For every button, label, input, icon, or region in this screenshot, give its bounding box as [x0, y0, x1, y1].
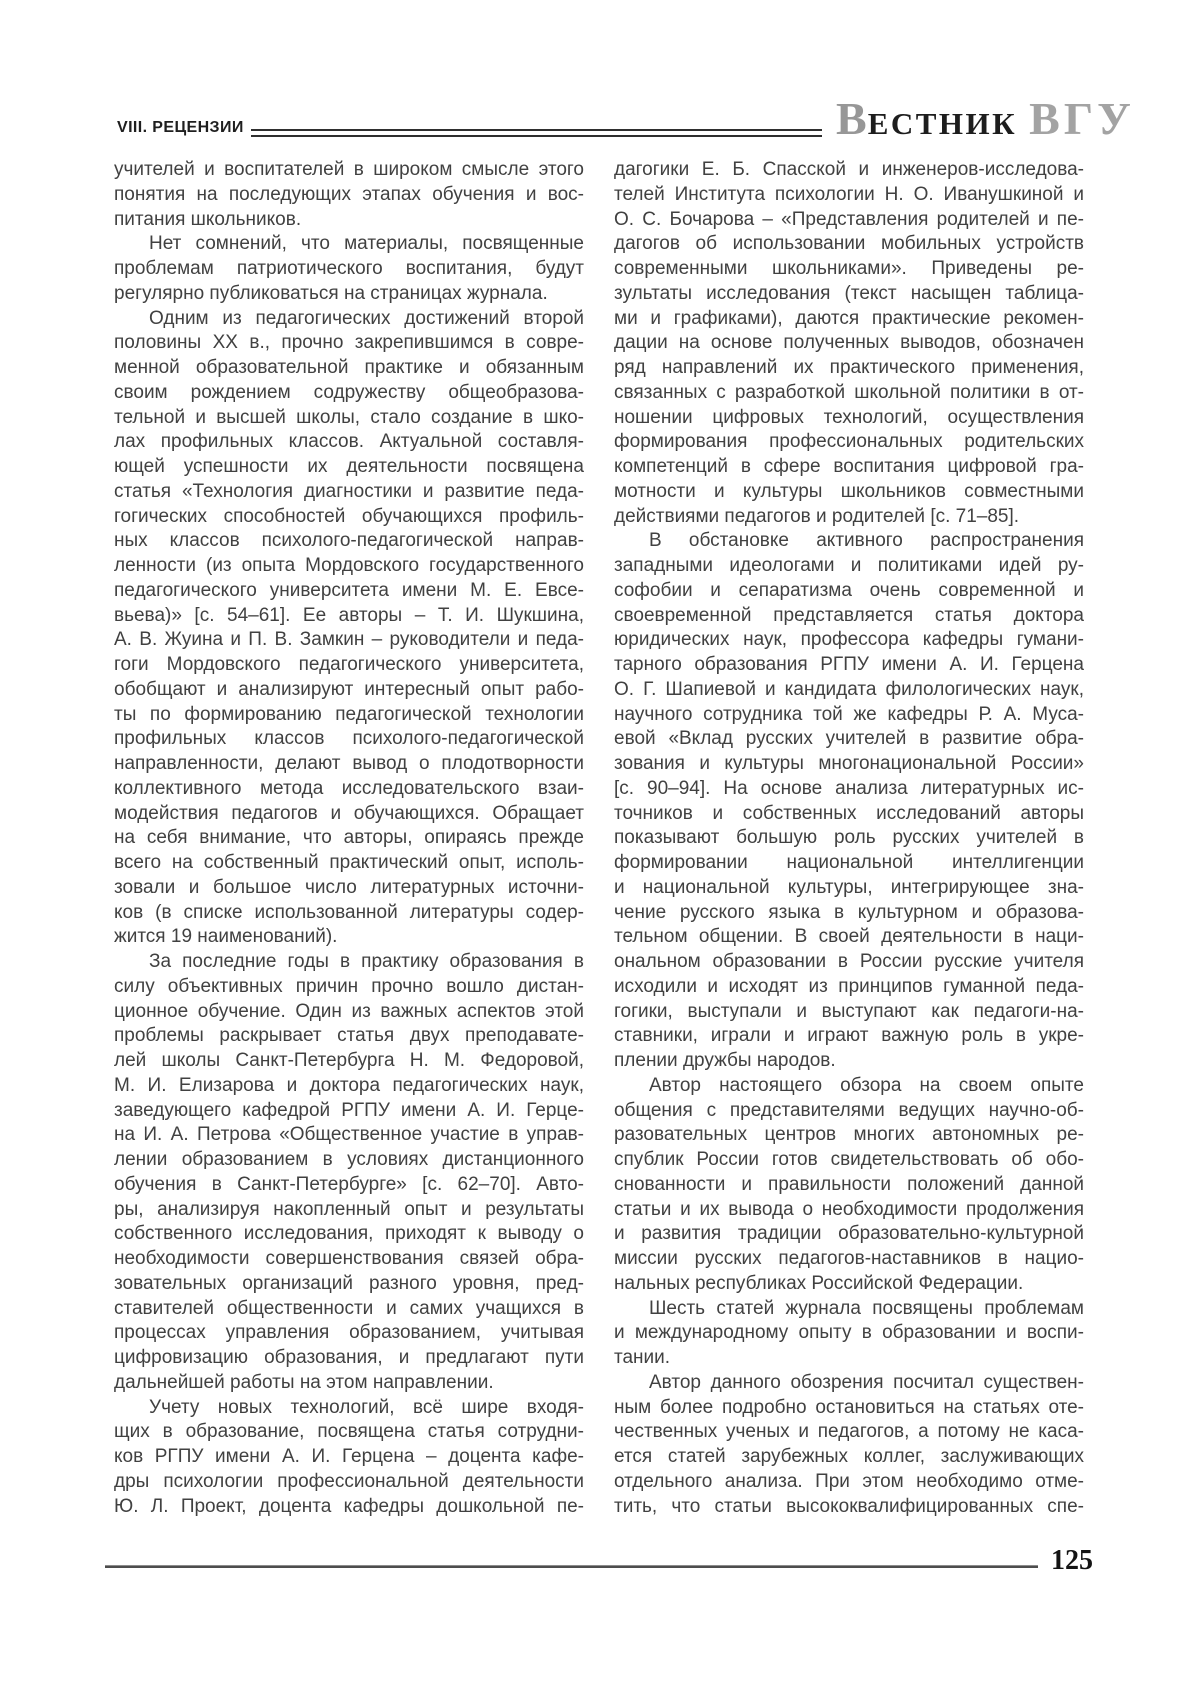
text-line: и национальной культуры, интегрирующее зна- [614, 876, 1084, 898]
text-line: телей Института психологии Н. О. Иванушкиной и [614, 183, 1084, 205]
text-line: процессах управления образованием, учитывая [114, 1322, 584, 1344]
text-line: миссии русских педагогов-наставников в нацио- [614, 1248, 1084, 1269]
text-line: связанных с разработкой школьной политики в от- [614, 381, 1084, 403]
text-line: М. И. Елизарова и доктора педагогических наук, [114, 1074, 584, 1096]
text-line: зовали и большое число литературных источни- [114, 876, 584, 898]
text-line: педагогического университета имени М. Е. Евсе- [114, 579, 584, 601]
text-line: ряд направлений их практического применения, [614, 357, 1084, 378]
text-line: щих в образование, посвящена статья сотрудни- [114, 1421, 584, 1443]
text-line: ми и графиками), даются практические рекомен- [614, 307, 1084, 329]
text-line: лей школы Санкт-Петербурга Н. М. Федоровой, [114, 1050, 584, 1071]
text-line: дагогов об использовании мобильных устройств [614, 233, 1084, 255]
text-line: понятия на последующих этапах обучения и вос- [114, 183, 584, 205]
text-line: регулярно публиковаться на страницах журнала. [114, 282, 548, 304]
text-line: ных классов психолого-педагогической направ- [114, 530, 584, 552]
text-line: ональном образовании в России русские учителя [614, 951, 1084, 972]
text-line: ющей успешности их деятельности посвящена [114, 456, 584, 477]
text-line: лении образованием в условиях дистанционного [114, 1149, 584, 1170]
text-line: общения с представителями ведущих научно-об- [614, 1099, 1084, 1121]
text-line: менной образовательной практике и обязанным [114, 357, 584, 378]
text-line: обобщают и анализируют интересный опыт рабо- [114, 678, 584, 700]
text-line: заведующего кафедрой РГПУ имени А. И. Герце- [114, 1099, 584, 1121]
text-line: Нет сомнений, что материалы, посвященные [149, 233, 584, 255]
text-line: всего на собственный практический опыт, исполь- [114, 852, 584, 873]
text-line: собственного исследования, приходят к выводу о [114, 1223, 584, 1245]
text-line: формировании национальной интеллигенции [614, 852, 1084, 873]
text-line: гоги Мордовского педагогического университета, [114, 654, 584, 675]
text-line: Шесть статей журнала посвящены проблемам [649, 1297, 1084, 1319]
text-line: показывают большую роль русских учителей в [614, 827, 1084, 849]
text-line: зультаты исследования (текст насыщен таблица- [614, 282, 1084, 304]
text-line: Учету новых технологий, всё шире входя- [149, 1396, 584, 1418]
logo-university-abbr: ВГУ [1029, 93, 1135, 144]
text-line: модействия педагогов и обучающихся. Обращает [114, 802, 584, 824]
text-line: своим рождением содружеству общеобразова- [114, 381, 584, 403]
text-line: нальных республиках Российской Федерации. [614, 1272, 1024, 1294]
text-line: и международному опыту в образовании и воспи- [614, 1322, 1084, 1344]
text-line: ным более подробно остановиться на статьях оте- [614, 1396, 1084, 1418]
text-line: ты по формированию педагогической технологии [114, 703, 584, 725]
text-line: тельной и высшей школы, стало создание в шко- [114, 406, 584, 428]
text-line: зования и культуры многонациональной России» [614, 753, 1084, 774]
paragraph [114, 1396, 584, 1520]
text-line: гогических способностей обучающихся профиль- [114, 505, 584, 527]
text-line: на себя внимание, что авторы, опираясь прежде [114, 827, 584, 849]
text-line: компетенций в сфере воспитания цифровой гра- [614, 456, 1084, 477]
text-line: действиями педагогов и родителей [с. 71–85]. [614, 505, 1020, 527]
text-line: ры, анализируя накопленный опыт и результаты [114, 1198, 584, 1220]
text-line: О. С. Бочарова – «Представления родителей и пе- [614, 208, 1084, 230]
header-double-rule [251, 129, 822, 137]
text-line: зовательных организаций разного уровня, пред- [114, 1272, 584, 1294]
logo-name-smallcaps: ЕСТНИК [867, 106, 1018, 141]
text-line: исходили и исходят из принципов гуманной педа- [614, 975, 1084, 997]
text-line: формирования профессиональных родительских [614, 431, 1084, 453]
text-line: А. В. Жуина и П. В. Замкин – руководители и педа- [114, 629, 584, 651]
text-line: тарного образования РГПУ имени А. И. Герцена [614, 654, 1084, 675]
text-line: Одним из педагогических достижений второй [149, 307, 584, 329]
paragraph [614, 1074, 1084, 1297]
text-line: ставники, играли и играют важную роль в укре- [614, 1025, 1084, 1047]
text-line: необходимости совершенствования связей обра- [114, 1248, 584, 1269]
text-line: на И. А. Петрова «Общественное участие в управ- [114, 1124, 584, 1146]
paragraph [114, 307, 584, 951]
text-line: лах профильных классов. Актуальной составля- [114, 431, 584, 453]
text-line: обучения в Санкт-Петербурге» [с. 62–70]. Авто- [114, 1173, 584, 1195]
page-number: 125 [1051, 1545, 1093, 1576]
text-line: отдельного анализа. При этом необходимо отме- [614, 1470, 1084, 1492]
text-line: тании. [614, 1347, 671, 1368]
text-line: софобии и сепаратизма очень современной и [614, 579, 1084, 601]
text-line: дальнейшей работы на этом направлении. [114, 1371, 494, 1393]
text-line: современными школьниками». Приведены ре- [614, 258, 1084, 279]
text-line: дагогики Е. Б. Спасской и инженеров-исследова- [614, 159, 1084, 180]
text-line: Автор настоящего обзора на своем опыте [649, 1074, 1084, 1096]
text-line: питания школьников. [114, 208, 302, 230]
paragraph [114, 950, 584, 1396]
text-line: [с. 90–94]. На основе анализа литературных ис- [614, 777, 1084, 799]
text-line: профильных классов психолого-педагогической [114, 728, 584, 750]
text-line: направленности, делают вывод о плодотворности [114, 753, 584, 774]
text-line: ков РГПУ имени А. И. Герцена – доцента кафе- [114, 1446, 584, 1467]
text-line: научного сотрудника той же кафедры Р. А. Муса- [614, 703, 1084, 725]
text-line: ется статей зарубежных коллег, заслуживающих [614, 1446, 1084, 1467]
text-line: коллективного метода исследовательского взаи- [114, 777, 584, 799]
text-line: и развития традиции образовательно-культурной [614, 1223, 1084, 1245]
text-line: гогики, выступали и выступают как педагоги-на- [614, 1000, 1084, 1022]
text-line: чественных ученых и педагогов, а потому не каса- [614, 1421, 1084, 1443]
paragraph [614, 158, 1084, 529]
text-line: За последние годы в практику образования в [149, 951, 584, 972]
paragraph [114, 232, 584, 306]
text-line: ционное обучение. Один из важных аспектов этой [114, 1000, 584, 1022]
text-line: О. Г. Шапиевой и кандидата филологических наук, [614, 678, 1084, 700]
text-line: чение русского языка в культурном и образова- [614, 901, 1084, 923]
text-line: дры психологии профессиональной деятельности [114, 1470, 584, 1492]
text-line: Автор данного обозрения посчитал существен- [649, 1371, 1084, 1393]
text-line: юридических наук, профессора кафедры гумани- [614, 629, 1084, 651]
text-line: Ю. Л. Проект, доцента кафедры дошкольной пе- [114, 1495, 584, 1517]
section-label: VIII. РЕЦЕНЗИИ [117, 119, 244, 136]
paragraph [614, 529, 1084, 1074]
text-line: статья «Технология диагностики и развитие педа- [114, 480, 584, 502]
text-line: жится 19 наименований). [114, 926, 338, 948]
text-line: плении дружбы народов. [614, 1050, 836, 1071]
text-line: ков (в списке использованной литературы содер- [114, 901, 584, 923]
left-column [114, 158, 584, 1519]
right-column [614, 158, 1084, 1519]
logo-initial-letter: В [836, 93, 868, 144]
text-line: мотности и культуры школьников совместными [614, 480, 1084, 502]
text-line: дации на основе полученных выводов, обозначен [614, 332, 1084, 354]
text-line: проблемам патриотического воспитания, будут [114, 258, 584, 279]
paragraph [114, 158, 584, 232]
text-line: цифровизацию образования, и предлагают пути [114, 1347, 584, 1368]
text-line: спублик России готов свидетельствовать об обо- [614, 1149, 1084, 1170]
text-line: вьева)» [с. 54–61]. Ее авторы – Т. И. Шукшина, [114, 604, 584, 626]
text-line: снованности и правильности положений данной [614, 1173, 1084, 1195]
text-line: ношении цифровых технологий, осуществления [614, 406, 1084, 428]
text-line: разовательных центров многих автономных ре- [614, 1124, 1084, 1146]
paragraph [614, 1297, 1084, 1371]
text-line: точников и собственных исследований авторы [614, 802, 1084, 824]
text-line: евой «Вклад русских учителей в развитие обра- [614, 728, 1084, 750]
text-line: западными идеологами и политиками идей ру- [614, 555, 1084, 576]
text-line: В обстановке активного распространения [649, 530, 1084, 552]
text-line: учителей и воспитателей в широком смысле этого [114, 159, 584, 180]
text-line: проблемы раскрывает статья двух преподавате- [114, 1025, 584, 1047]
text-line: ставителей общественности и самих учащихся в [114, 1297, 584, 1319]
text-line: ленности (из опыта Мордовского государственного [114, 555, 584, 576]
text-line: силу объективных причин прочно вошло дистан- [114, 975, 584, 997]
footer-rule [105, 1565, 1038, 1568]
text-line: тить, что статьи высококвалифицированных спе- [614, 1495, 1084, 1517]
text-line: статьи и их вывода о необходимости продолжения [614, 1198, 1084, 1220]
text-line: своевременной представляется статья доктора [614, 604, 1084, 626]
journal-logo [836, 93, 1135, 152]
text-line: тельном общении. В своей деятельности в наци- [614, 926, 1084, 948]
text-line: половины XX в., прочно закрепившимся в совре- [114, 332, 584, 354]
paragraph [614, 1371, 1084, 1520]
